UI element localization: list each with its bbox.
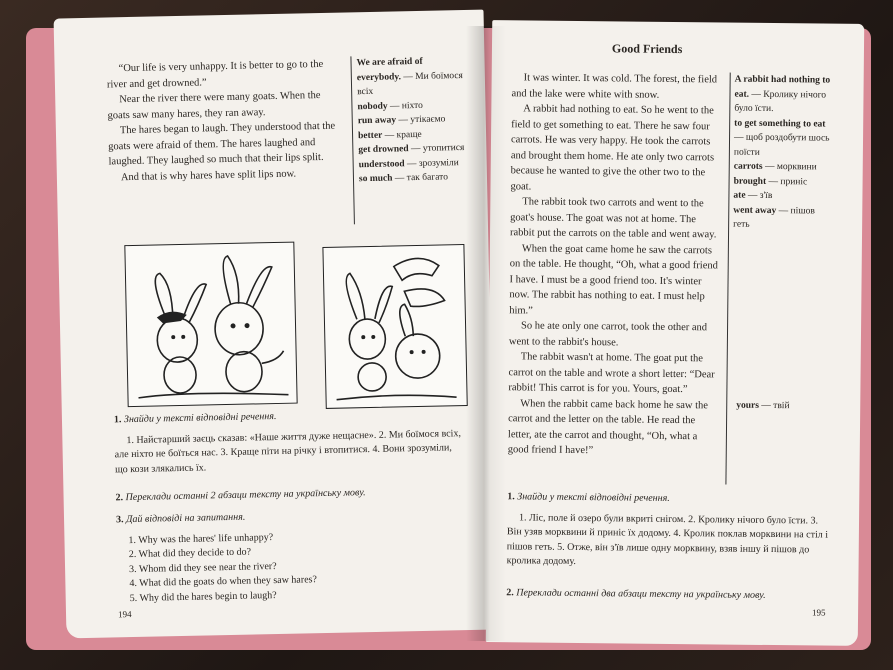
vocab-entry: brought — приніс	[733, 176, 808, 187]
exercise-text: 1. Ліс, поле й озеро були вкриті снігом. 2. Кролику нічого було їсти. 3. Він узяв морквини й приніс їх додому. 4. Кролик поклав морквини на стіл і пішов геть. 5. Отже, він з'їв лише одну морквину, взяв іншу й пішов до кролика додому.	[506, 511, 829, 567]
vocab-divider	[725, 73, 730, 485]
exercise-heading: 2. Переклади останні 2 абзаци тексту на українську мову.	[115, 487, 366, 504]
left-story-paragraph: The hares began to laugh. They understood that the goats were afraid of them. The hares laughed and laughed. They laughed so much that their lips split.	[108, 120, 336, 168]
vocab-entry: run away — утікаємо	[357, 114, 446, 127]
left-page	[54, 10, 497, 639]
vocab-entry-yours: yours — твій	[736, 400, 790, 412]
vocab-entry: carrots — морквини	[733, 161, 817, 173]
left-vocab	[356, 54, 469, 187]
left-story-paragraph: And that is why hares have split lips now.	[120, 168, 297, 183]
left-exercise-2	[115, 484, 465, 506]
right-story-paragraph: The rabbit wasn't at home. The goat put the carrot on the table and wrote a short letter: “Dear rabbit! This carrot is for you. Yours, goat.”	[508, 351, 715, 396]
question-item: 5. Why did the hares begin to laugh?	[129, 589, 277, 604]
hares-illustration	[124, 242, 297, 408]
right-story-paragraph: When the goat came home he saw the carrots on the table. He thought, “Oh, what a good friend I have. I must be a good friend too. It's winter now. The rabbit has nothing to eat. I must help him.”	[509, 242, 718, 317]
vocab-entry: nobody — ніхто	[357, 100, 423, 112]
vocab-entry: understood — зрозуміли	[358, 157, 459, 170]
page-number: 194	[117, 609, 132, 620]
question-item: 4. What did the goats do when they saw hares?	[129, 574, 318, 590]
goats-hares-illustration	[322, 244, 467, 409]
right-exercise-1	[507, 490, 834, 572]
exercise-heading: 1. Знайди у тексті відповідні речення.	[507, 491, 670, 504]
question-item: 3. Whom did they see near the river?	[128, 560, 277, 575]
right-story	[508, 70, 724, 460]
vocab-entry: ate — з'їв	[733, 190, 773, 202]
right-story-paragraph: A rabbit had nothing to eat. So he went to the field to get something to eat. There he saw four carrots. He was very happy. He took the carrots and brought them home. He ate only two carrots because he wanted to give the other two to the goat.	[510, 103, 715, 192]
vocab-divider	[350, 56, 355, 224]
exercise-heading: 2. Переклади останні два абзаци тексту на українську мову.	[506, 587, 766, 601]
vocab-entry: We are afraid of everybody. — Ми боїмося всіх	[356, 56, 463, 98]
story-title: Good Friends	[611, 41, 683, 57]
left-exercise-3	[116, 506, 468, 606]
question-item: 1. Why was the hares' life unhappy?	[128, 531, 274, 546]
exercise-heading: 1. Знайди у тексті відповідні речення.	[113, 410, 277, 426]
goats-hares-drawing	[323, 245, 466, 408]
vocab-entry: to get something to eat — щоб роздобути шось поїсти	[733, 118, 830, 158]
right-story-paragraph: The rabbit took two carrots and went to the goat's house. The goat was not at home. The rabbit put the carrots on the table and went away.	[509, 196, 717, 241]
hares-drawing	[125, 243, 296, 406]
vocab-entry: so much — так багато	[358, 172, 449, 185]
left-story	[106, 56, 347, 185]
vocab-entry: went away — пішов геть	[733, 205, 815, 230]
right-story-paragraph: When the rabbit came back home he saw the carrot and the letter on the table. He read the letter, ate the carrot and thought, “Oh, what a good friend I have!”	[507, 397, 709, 457]
question-item: 2. What did they decide to do?	[128, 546, 252, 561]
right-exercise-2	[506, 586, 832, 604]
right-story-paragraph: It was winter. It was cold. The forest, the field and the lake were white with snow.	[511, 72, 718, 101]
page-number: 195	[812, 607, 826, 618]
right-story-paragraph: So he ate only one carrot, took the other and went to the rabbit's house.	[508, 320, 708, 348]
left-story-paragraph: Near the river there were many goats. When the goats saw many hares, they ran away.	[107, 89, 321, 121]
vocab-entry: better — краще	[357, 129, 422, 141]
right-page	[486, 20, 864, 646]
left-story-paragraph: “Our life is very unhappy. It is better to go to the river and get drowned.”	[106, 58, 324, 90]
open-book	[26, 6, 871, 656]
vocab-entry: get drowned — утопитися	[358, 142, 465, 156]
exercise-text: 1. Найстарший заєць сказав: «Наше життя дуже нещасне». 2. Ми боїмося всіх, але ніхто не боїться нас. 3. Краще піти на річку і втопитися. 4. Вони зрозуміли, що кози злякались їх.	[114, 427, 462, 475]
book-gutter-shadow	[466, 26, 506, 641]
right-vocab	[733, 73, 835, 234]
left-exercise-1	[114, 406, 465, 477]
vocab-entry: A rabbit had nothing to eat. — Кролику нічого було їсти.	[734, 74, 831, 115]
question-list	[116, 527, 467, 607]
exercise-heading: 3. Дай відповіді на запитання.	[115, 511, 246, 526]
